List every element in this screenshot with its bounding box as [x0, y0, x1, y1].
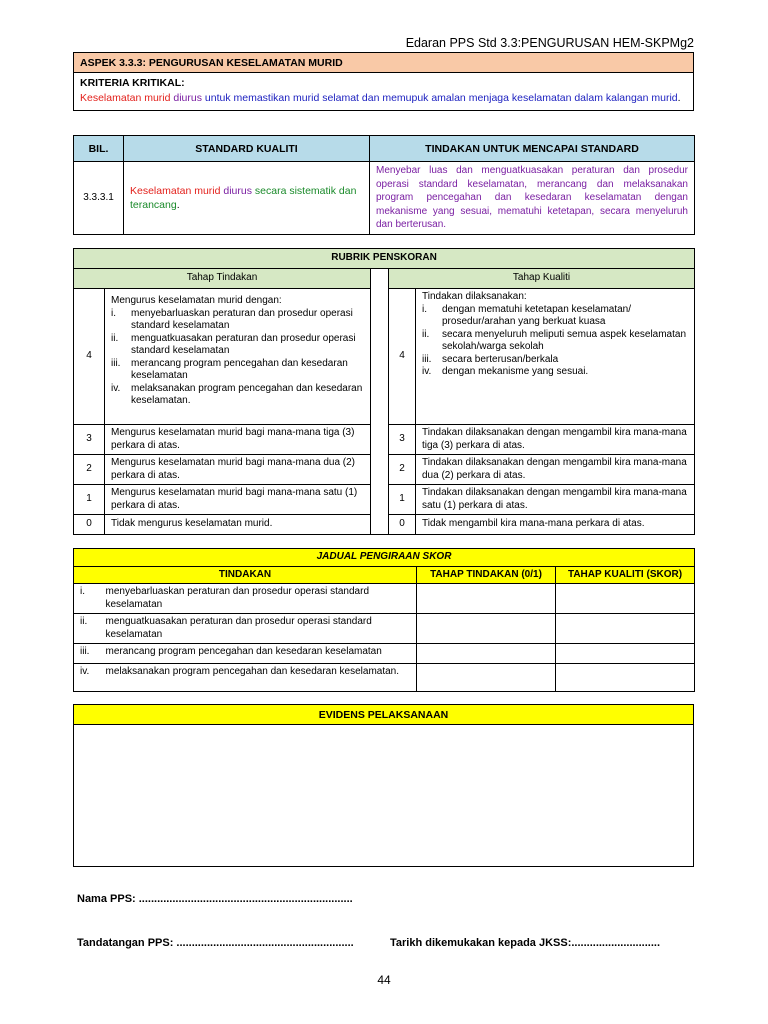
- rubrik-1-tindakan: Mengurus keselamatan murid bagi mana-mana satu (1) perkara di atas.: [105, 485, 371, 515]
- tahap-tindakan-header: Tahap Tindakan: [74, 269, 371, 289]
- tandatangan-pps: Tandatangan PPS: ..........................................................: [77, 937, 354, 949]
- rubrik-3-tindakan: Mengurus keselamatan murid bagi mana-mana tiga (3) perkara di atas.: [105, 425, 371, 455]
- skor-table: [73, 548, 695, 692]
- kriteria-text: Keselamatan murid diurus untuk memastikan murid selamat dan memupuk amalan menjaga keselamatan dalam kalangan murid.: [80, 92, 681, 104]
- nama-pps: Nama PPS: ......................................................................: [77, 893, 353, 905]
- tahap-kualiti-input[interactable]: [556, 644, 695, 664]
- col-tahap-kualiti: TAHAP KUALITI (SKOR): [556, 566, 695, 584]
- list-item: i. menyebarluaskan peraturan dan prosedur operasi standard keselamatan: [111, 307, 353, 331]
- tahap-kualiti-input[interactable]: [556, 664, 695, 692]
- tarikh-dikemukakan: Tarikh dikemukakan kepada JKSS:.............................: [390, 937, 660, 949]
- page-number: 44: [377, 973, 391, 987]
- evidens-title: EVIDENS PELAKSANAAN: [74, 705, 694, 725]
- list-item: iv. dengan mekanisme yang sesuai.: [422, 366, 589, 377]
- kriteria-cell: [74, 73, 694, 111]
- std-bil: 3.3.3.1: [74, 162, 124, 235]
- rubrik-3-kualiti: Tindakan dilaksanakan dengan mengambil kira mana-mana tiga (3) perkara di atas.: [416, 425, 695, 455]
- table-row: iii. merancang program pencegahan dan kesedaran keselamatan: [74, 644, 695, 664]
- standard-table: [73, 135, 695, 235]
- rubrik-0-kualiti: Tidak mengambil kira mana-mana perkara di atas.: [416, 515, 695, 535]
- list-item: iii. merancang program pencegahan dan kesedaran keselamatan: [111, 357, 348, 381]
- score-4-left: 4: [74, 289, 105, 425]
- table-row: i. menyebarluaskan peraturan dan prosedur operasi standard keselamatan: [74, 584, 695, 614]
- evidens-table: [73, 704, 694, 867]
- rubrik-title: RUBRIK PENSKORAN: [74, 249, 695, 269]
- score-1-right: 1: [389, 485, 416, 515]
- rubrik-4-tindakan: Mengurus keselamatan murid dengan: i. menyebarluaskan peraturan dan prosedur operasi standard keselamatan ii. menguatkuasakan peraturan dan prosedur operasi standard keselamatan iii. merancang program pencegahan dan kesedaran keselamatan iv. melaksanakan program pencegahan dan kesedaran keselamatan.: [105, 289, 371, 425]
- list-item: iv. melaksanakan program pencegahan dan kesedaran keselamatan.: [111, 382, 363, 406]
- std-kualiti: Keselamatan murid diurus secara sistematik dan terancang.: [124, 162, 370, 235]
- score-2-left: 2: [74, 455, 105, 485]
- col-bil: BIL.: [74, 136, 124, 162]
- table-row: ii. menguatkuasakan peraturan dan prosedur operasi standard keselamatan: [74, 614, 695, 644]
- tahap-kualiti-header: Tahap Kualiti: [389, 269, 695, 289]
- col-tindakan: TINDAKAN UNTUK MENCAPAI STANDARD: [370, 136, 695, 162]
- tahap-tindakan-input[interactable]: [417, 614, 556, 644]
- skor-title: JADUAL PENGIRAAN SKOR: [74, 549, 695, 567]
- list-item: iii. secara berterusan/berkala: [422, 353, 559, 365]
- rubrik-4-kualiti: Tindakan dilaksanakan: i. dengan mematuhi ketetapan keselamatan/ prosedur/arahan yang berkuat kuasa ii. secara menyeluruh meliputi semua aspek keselamatan sekolah/warga sekolah iii. secara berterusan/berkala iv. dengan mekanisme yang sesuai.: [416, 289, 695, 425]
- std-tindakan: Menyebar luas dan menguatkuasakan peraturan dan prosedur operasi standard keselamatan, merancang dan melaksanakan program pencegahan dan kesedaran keselamatan dengan mekanisme yang sesuai, mematuhi ketetapan, secara menyeluruh dan berterusan.: [370, 162, 695, 235]
- col-tindakan-skor: TINDAKAN: [74, 566, 417, 584]
- rubrik-2-kualiti: Tindakan dilaksanakan dengan mengambil kira mana-mana dua (2) perkara di atas.: [416, 455, 695, 485]
- document-header: Edaran PPS Std 3.3:PENGURUSAN HEM-SKPMg2: [405, 36, 694, 50]
- rubrik-2-tindakan: Mengurus keselamatan murid bagi mana-mana dua (2) perkara di atas.: [105, 455, 371, 485]
- score-3-left: 3: [74, 425, 105, 455]
- list-item: ii. secara menyeluruh meliputi semua aspek keselamatan sekolah/warga sekolah: [422, 328, 687, 352]
- col-standard: STANDARD KUALITI: [124, 136, 370, 162]
- score-4-right: 4: [389, 289, 416, 425]
- score-0-right: 0: [389, 515, 416, 535]
- rubrik-0-tindakan: Tidak mengurus keselamatan murid.: [105, 515, 371, 535]
- rubrik-1-kualiti: Tindakan dilaksanakan dengan mengambil kira mana-mana satu (1) perkara di atas.: [416, 485, 695, 515]
- list-item: ii. menguatkuasakan peraturan dan prosedur operasi standard keselamatan: [111, 332, 356, 356]
- score-0-left: 0: [74, 515, 105, 535]
- score-2-right: 2: [389, 455, 416, 485]
- table-row: iv. melaksanakan program pencegahan dan kesedaran keselamatan.: [74, 664, 695, 692]
- col-tahap-tindakan: TAHAP TINDAKAN (0/1): [417, 566, 556, 584]
- aspek-table: [73, 52, 694, 111]
- tahap-kualiti-input[interactable]: [556, 614, 695, 644]
- tahap-tindakan-input[interactable]: [417, 664, 556, 692]
- list-item: i. dengan mematuhi ketetapan keselamatan/ prosedur/arahan yang berkuat kuasa: [422, 303, 632, 327]
- tahap-tindakan-input[interactable]: [417, 584, 556, 614]
- score-3-right: 3: [389, 425, 416, 455]
- kriteria-label: KRITERIA KRITIKAL:: [80, 77, 185, 89]
- rubrik-table: [73, 248, 695, 535]
- score-1-left: 1: [74, 485, 105, 515]
- tahap-tindakan-input[interactable]: [417, 644, 556, 664]
- evidens-content-area[interactable]: [74, 725, 694, 867]
- tahap-kualiti-input[interactable]: [556, 584, 695, 614]
- aspek-title: ASPEK 3.3.3: PENGURUSAN KESELAMATAN MURID: [74, 53, 694, 73]
